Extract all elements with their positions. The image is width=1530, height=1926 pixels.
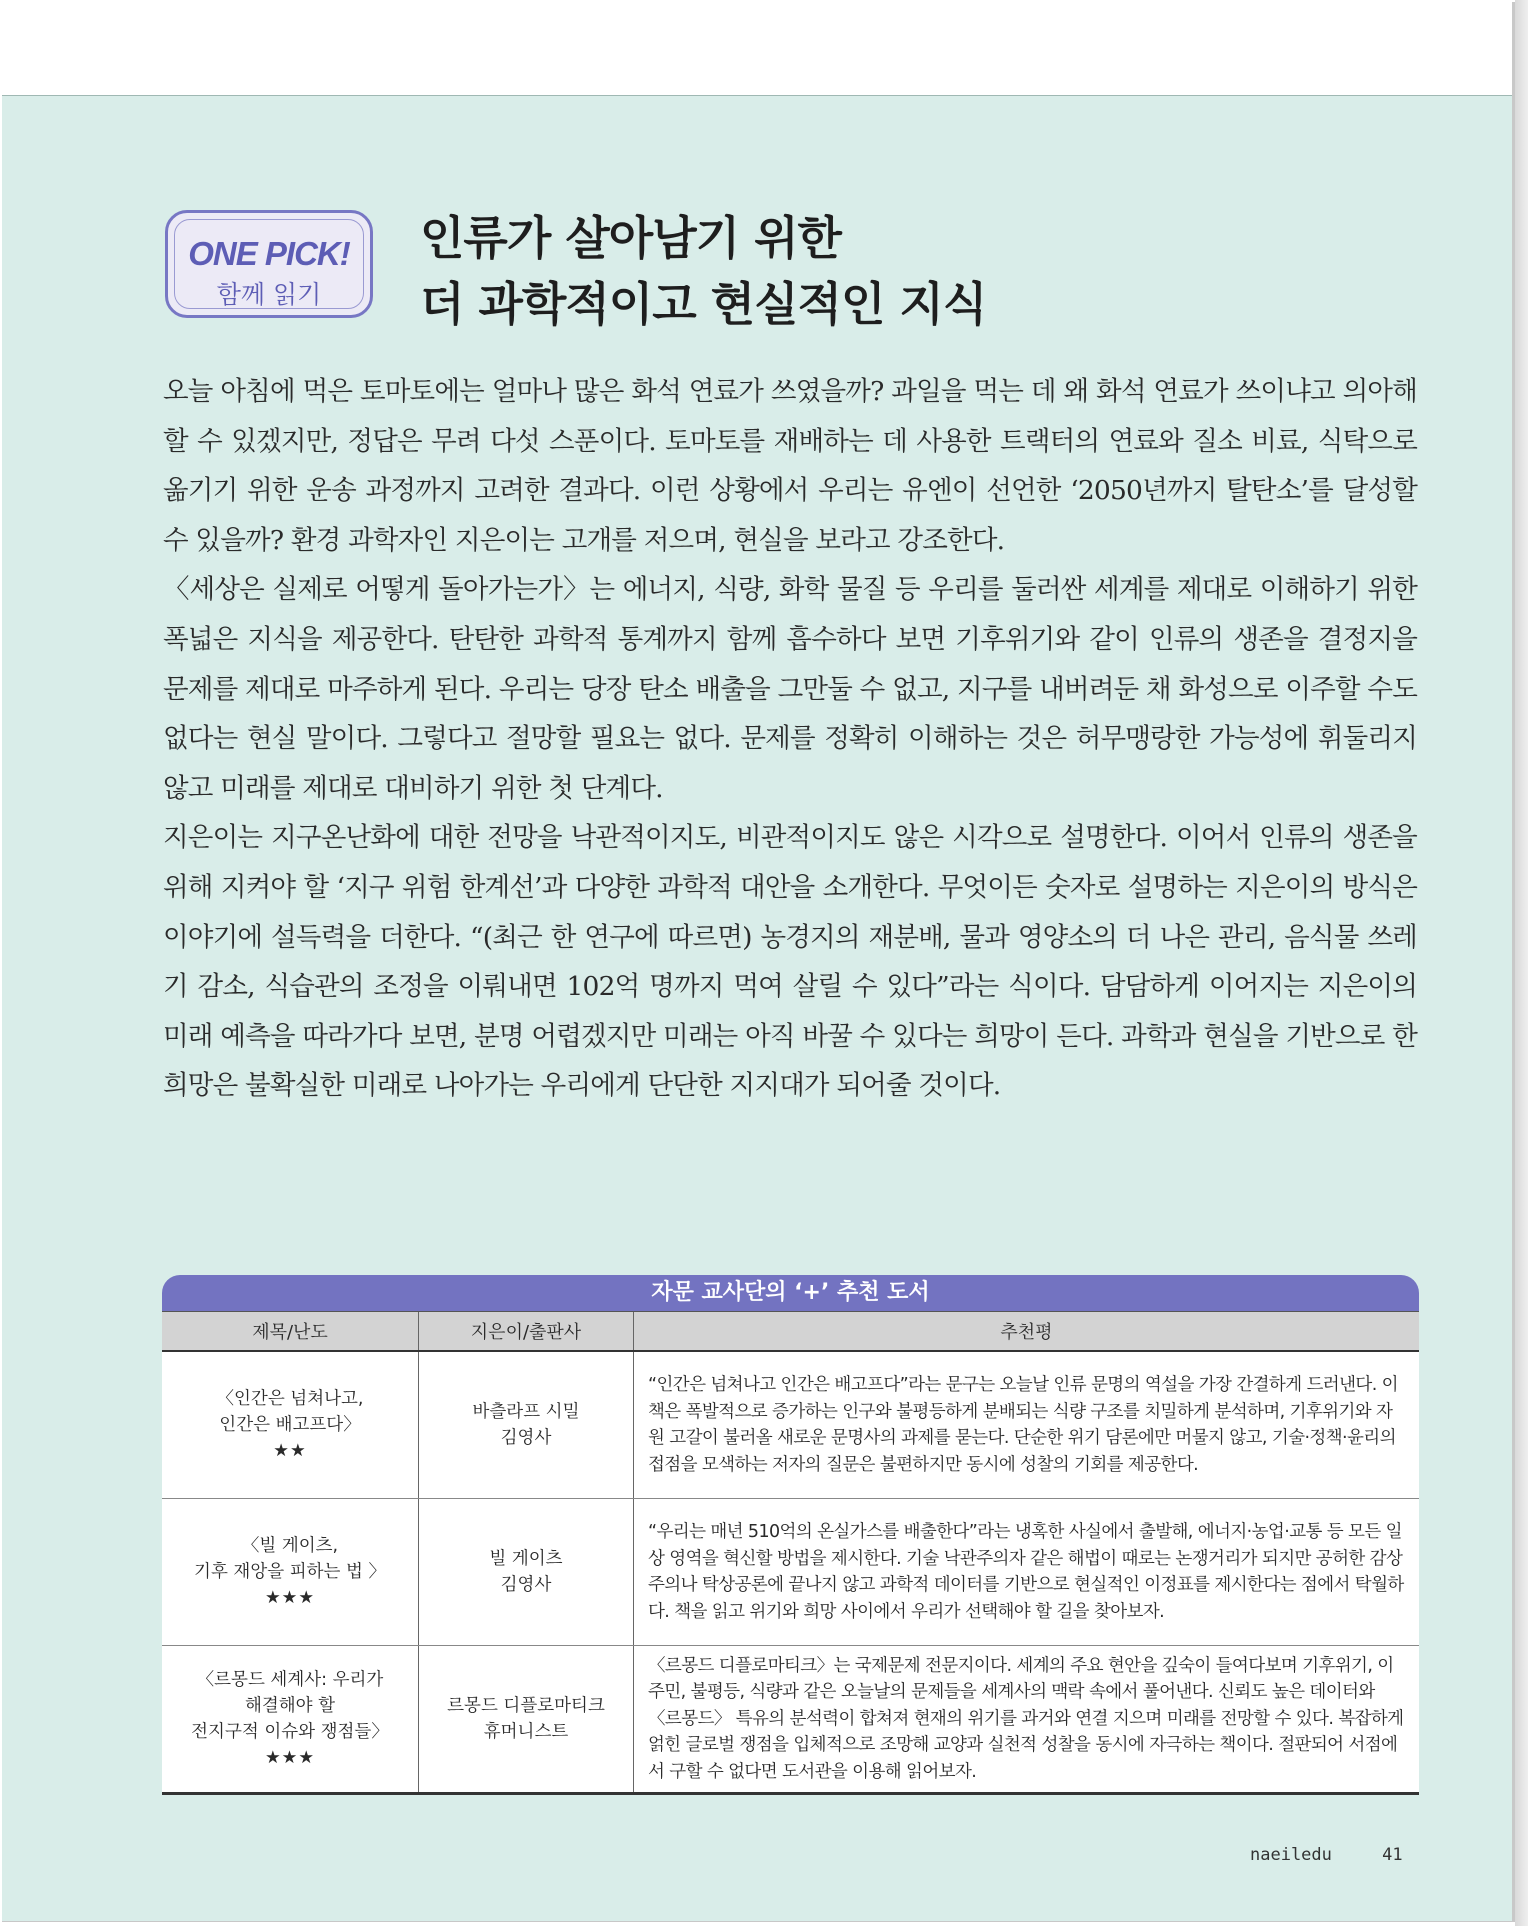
book-title-line: 인간은 배고프다〉 xyxy=(219,1415,361,1435)
book-title-cell xyxy=(162,1499,419,1646)
author-name: 르몽드 디플로마티크 xyxy=(447,1696,605,1716)
footer-brand: naeiledu xyxy=(1250,1845,1332,1865)
page-edge xyxy=(1515,0,1528,1926)
author-cell xyxy=(419,1351,634,1499)
table-row xyxy=(162,1351,1419,1499)
book-title-cell xyxy=(162,1351,419,1499)
table-header-row xyxy=(162,1312,1419,1352)
book-title-line: 해결해야 할 xyxy=(244,1696,336,1716)
book-title-cell xyxy=(162,1646,419,1794)
badge-subtitle: 함께 읽기 xyxy=(216,280,322,309)
publisher-name: 휴머니스트 xyxy=(483,1722,569,1742)
table-title: 자문 교사단의 ‘+’ 추천 도서 xyxy=(162,1275,1419,1311)
badge-inner-frame xyxy=(174,219,364,309)
table-row xyxy=(162,1646,1419,1794)
publisher-name: 김영사 xyxy=(500,1428,552,1448)
article-paragraph: 지은이는 지구온난화에 대한 전망을 낙관적이지도, 비관적이지도 않은 시각으로 설명한다. 이어서 인류의 생존을 위해 지켜야 할 ‘지구 위험 한계선’과 다양한 과학적 대안을 소개한다. 무엇이든 숫자로 설명하는 지은이의 방식은 이야기에 설득력을 더한다. “(최근 한 연구에 따르면) 농경지의 재분배, 물과 영양소의 더 나은 관리, 음식물 쓰레기 감소, 식습관의 조정을 이뤄내면 102억 명까지 먹여 살릴 수 있다”라는 식이다. 담담하게 이어지는 지은이의 미래 예측을 따라가다 보면, 분명 어렵겠지만 미래는 아직 바꿀 수 있다는 희망이 든다. 과학과 현실을 기반으로 한 희망은 불확실한 미래로 나아가는 우리에게 단단한 지지대가 되어줄 것이다. xyxy=(163,822,1417,1102)
page-footer xyxy=(1250,1845,1403,1865)
difficulty-stars: ★★★ xyxy=(264,1748,316,1768)
article-paragraph: 오늘 아침에 먹은 토마토에는 얼마나 많은 화석 연료가 쓰였을까? 과일을 먹는 데 왜 화석 연료가 쓰이냐고 의아해할 수 있겠지만, 정답은 무려 다섯 스푼이다. 토마토를 재배하는 데 사용한 트랙터의 연료와 질소 비료, 식탁으로 옮기기 위한 운송 과정까지 고려한 결과다. 이런 상황에서 우리는 유엔이 선언한 ‘2050년까지 탈탄소’를 달성할 수 있을까? 환경 과학자인 지은이는 고개를 저으며, 현실을 보라고 강조한다. xyxy=(163,376,1417,556)
review-cell: “우리는 매년 510억의 온실가스를 배출한다”라는 냉혹한 사실에서 출발해, 에너지·농업·교통 등 모든 일상 영역을 혁신할 방법을 제시한다. 기술 낙관주의자 같은 해법이 때로는 논쟁거리가 되지만 공허한 감상주의나 탁상공론에 끝나지 않고 과학적 데이터를 기반으로 현실적인 이정표를 제시한다는 점에서 탁월하다. 책을 읽고 위기와 희망 사이에서 우리가 선택해야 할 길을 찾아보자. xyxy=(634,1499,1420,1646)
one-pick-badge xyxy=(165,210,373,318)
author-name: 바츨라프 시밀 xyxy=(472,1402,580,1422)
difficulty-stars: ★★ xyxy=(273,1441,307,1461)
table-row xyxy=(162,1499,1419,1646)
book-title-line: 〈르몽드 세계사: 우리가 xyxy=(196,1670,384,1690)
headline-line-2: 더 과학적이고 현실적인 지식 xyxy=(420,277,987,331)
badge-title: ONE PICK! xyxy=(188,235,350,272)
header-author: 지은이/출판사 xyxy=(419,1312,634,1352)
author-cell xyxy=(419,1646,634,1794)
page-number: 41 xyxy=(1382,1845,1403,1865)
review-cell: 〈르몽드 디플로마티크〉는 국제문제 전문지이다. 세계의 주요 현안을 깊숙이 들여다보며 기후위기, 이주민, 불평등, 식량과 같은 오늘날의 문제들을 세계사의 맥락 속에서 풀어낸다. 신뢰도 높은 데이터와 〈르몽드〉 특유의 분석력이 합쳐져 현재의 위기를 과거와 연결 지으며 미래를 전망할 수 있다. 복잡하게 얽힌 글로벌 쟁점을 입체적으로 조망해 교양과 실천적 성찰을 동시에 자극하는 책이다. 절판되어 서점에서 구할 수 없다면 도서관을 이용해 읽어보자. xyxy=(634,1646,1420,1794)
book-title-line: 전지구적 이슈와 쟁점들〉 xyxy=(191,1722,389,1742)
recommended-books xyxy=(162,1275,1419,1795)
article-body xyxy=(163,367,1417,1111)
author-cell xyxy=(419,1499,634,1646)
headline-line-1: 인류가 살아남기 위한 xyxy=(420,211,841,265)
book-title-line: 〈인간은 넘쳐나고, xyxy=(216,1389,364,1409)
author-name: 빌 게이츠 xyxy=(489,1549,563,1569)
article-paragraph: 〈세상은 실제로 어떻게 돌아가는가〉는 에너지, 식량, 화학 물질 등 우리를 둘러싼 세계를 제대로 이해하기 위한 폭넓은 지식을 제공한다. 탄탄한 과학적 통계까지 함께 흡수하다 보면 기후위기와 같이 인류의 생존을 결정지을 문제를 제대로 마주하게 된다. 우리는 당장 탄소 배출을 그만둘 수 없고, 지구를 내버려둔 채 화성으로 이주할 수도 없다는 현실 말이다. 그렇다고 절망할 필요는 없다. 문제를 정확히 이해하는 것은 허무맹랑한 가능성에 휘둘리지 않고 미래를 제대로 대비하기 위한 첫 단계다. xyxy=(163,574,1418,804)
book-title-line: 〈빌 게이츠, xyxy=(241,1536,339,1556)
headline xyxy=(420,205,1320,337)
header-review: 추천평 xyxy=(634,1312,1420,1352)
book-title-line: 기후 재앙을 피하는 법 〉 xyxy=(194,1562,386,1582)
header-title: 제목/난도 xyxy=(162,1312,419,1352)
review-cell: “인간은 넘쳐나고 인간은 배고프다”라는 문구는 오늘날 인류 문명의 역설을 가장 간결하게 드러낸다. 이 책은 폭발적으로 증가하는 인구와 불평등하게 분배되는 식량 구조를 치밀하게 분석하며, 기후위기와 자원 고갈이 불러올 새로운 문명사의 과제를 묻는다. 단순한 위기 담론에만 머물지 않고, 기술·정책·윤리의 접점을 모색하는 저자의 질문은 불편하지만 동시에 성찰의 기회를 제공한다. xyxy=(634,1351,1420,1499)
publisher-name: 김영사 xyxy=(500,1575,552,1595)
books-table xyxy=(162,1311,1419,1795)
difficulty-stars: ★★★ xyxy=(264,1588,316,1608)
